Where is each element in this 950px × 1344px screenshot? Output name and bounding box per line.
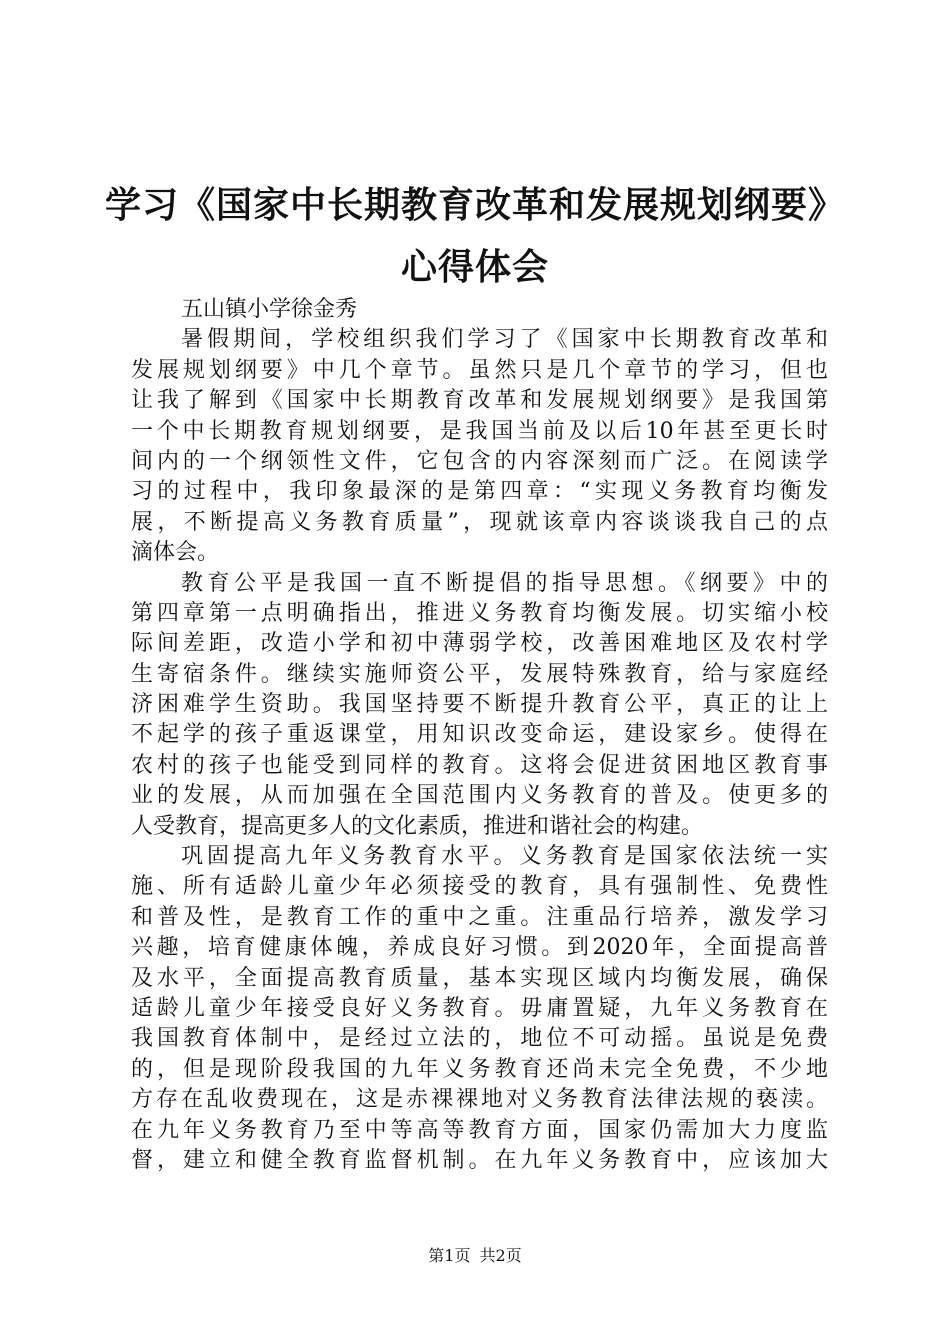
body-line: 展，不断提高义务教育质量”，现就该章内容谈谈我自己的点 [131, 509, 828, 535]
page-number: 第1页 [428, 1246, 471, 1265]
body-line: 滴体会。 [131, 540, 220, 566]
document-body [131, 295, 828, 1176]
page-footer [0, 1246, 950, 1266]
body-line: 的，但是现阶段我国的九年义务教育还尚未完全免费，不少地 [131, 1056, 828, 1082]
body-line: 让我了解到《国家中长期教育改革和发展规划纲要》是我国第 [131, 388, 828, 414]
body-line: 巩固提高九年义务教育水平。义务教育是国家依法统一实 [181, 844, 828, 870]
body-line: 方存在乱收费现在，这是赤裸裸地对义务教育法律法规的亵渎。 [131, 1087, 828, 1113]
body-line: 督，建立和健全教育监督机制。在九年义务教育中，应该加大 [131, 1147, 828, 1173]
body-line: 兴趣，培育健康体魄，养成良好习惯。到2020年，全面提高普 [131, 935, 828, 961]
body-line: 农村的孩子也能受到同样的教育。这将会促进贫困地区教育事 [131, 752, 828, 778]
body-line: 我国教育体制中，是经过立法的，地位不可动摇。虽说是免费 [131, 1026, 828, 1052]
body-line: 一个中长期教育规划纲要，是我国当前及以后10年甚至更长时 [131, 418, 828, 444]
body-line: 施、所有适龄儿童少年必须接受的教育，具有强制性、免费性 [131, 874, 828, 900]
body-line: 和普及性，是教育工作的重中之重。注重品行培养，激发学习 [131, 904, 828, 930]
body-line: 适龄儿童少年接受良好义务教育。毋庸置疑，九年义务教育在 [131, 995, 828, 1021]
author-line: 五山镇小学徐金秀 [181, 297, 358, 322]
body-line: 业的发展，从而加强在全国范围内义务教育的普及。使更多的 [131, 783, 828, 809]
body-line: 第四章第一点明确指出，推进义务教育均衡发展。切实缩小校 [131, 600, 828, 626]
body-line: 不起学的孩子重返课堂，用知识改变命运，建设家乡。使得在 [131, 722, 828, 748]
body-line: 在九年义务教育乃至中等高等教育方面，国家仍需加大力度监 [131, 1117, 828, 1143]
body-line: 教育公平是我国一直不断提倡的指导思想。《纲要》中的 [181, 570, 828, 596]
document-title-line-1: 学习《国家中长期教育改革和发展规划纲要》 [104, 185, 845, 226]
body-line: 济困难学生资助。我国坚持要不断提升教育公平，真正的让上 [131, 692, 828, 718]
body-line: 发展规划纲要》中几个章节。虽然只是几个章节的学习，但也 [131, 357, 828, 383]
body-line: 人受教育，提高更多人的文化素质，推进和谐社会的构建。 [131, 813, 704, 839]
body-line: 间内的一个纲领性文件，它包含的内容深刻而广泛。在阅读学 [131, 448, 828, 474]
body-line: 生寄宿条件。继续实施师资公平，发展特殊教育，给与家庭经 [131, 661, 828, 687]
body-line: 际间差距，改造小学和初中薄弱学校，改善困难地区及农村学 [131, 631, 828, 657]
page-count: 共2页 [479, 1246, 522, 1265]
document-title-line-2: 心得体会 [400, 247, 549, 288]
body-line: 暑假期间，学校组织我们学习了《国家中长期教育改革和 [181, 327, 828, 353]
body-line: 习的过程中，我印象最深的是第四章：“实现义务教育均衡发 [131, 479, 828, 505]
body-line: 及水平，全面提高教育质量，基本实现区域内均衡发展，确保 [131, 965, 828, 991]
